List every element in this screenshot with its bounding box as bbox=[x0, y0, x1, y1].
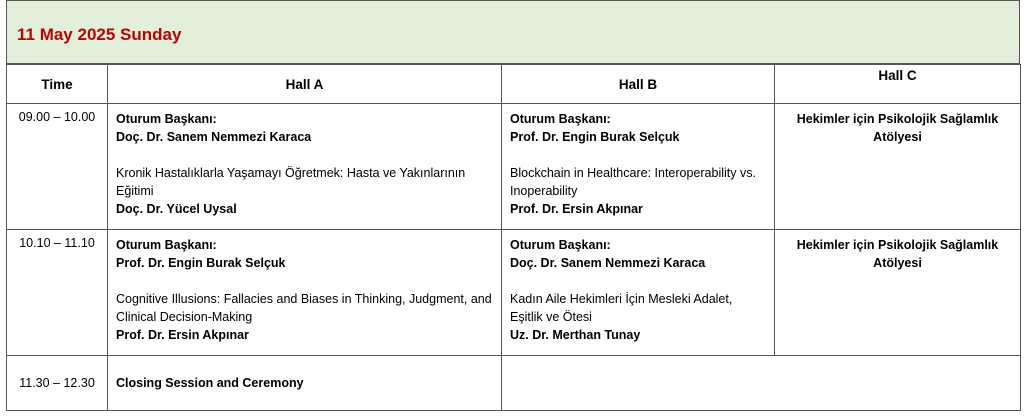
table-header-row bbox=[7, 65, 1021, 104]
chair-name: Doç. Dr. Sanem Nemmezi Karaca bbox=[116, 130, 312, 144]
session-hall-c: Hekimler için Psikolojik Sağlamlık Atölyesi bbox=[775, 230, 1021, 356]
closing-session: Closing Session and Ceremony bbox=[108, 356, 502, 411]
time-slot: 10.10 – 11.10 bbox=[7, 230, 108, 356]
session-hall-b bbox=[502, 104, 775, 230]
speaker-name: Doç. Dr. Yücel Uysal bbox=[116, 202, 237, 216]
chair-label: Oturum Başkanı: bbox=[116, 112, 217, 126]
talk-title: Kronik Hastalıklarla Yaşamayı Öğretmek: Hasta ve Yakınlarının Eğitimi bbox=[116, 166, 466, 198]
session-hall-b bbox=[502, 230, 775, 356]
table-row bbox=[7, 104, 1021, 230]
talk-title: Kadın Aile Hekimleri İçin Mesleki Adalet, Eşitlik ve Ötesi bbox=[510, 292, 733, 324]
talk-title: Blockchain in Healthcare: Interoperability vs. Inoperability bbox=[510, 166, 756, 198]
column-header-hall-a: Hall A bbox=[108, 65, 502, 104]
speaker-name: Uz. Dr. Merthan Tunay bbox=[510, 328, 641, 342]
column-header-hall-c: Hall C bbox=[775, 65, 1021, 104]
table-row bbox=[7, 230, 1021, 356]
chair-label: Oturum Başkanı: bbox=[510, 112, 611, 126]
time-slot: 11.30 – 12.30 bbox=[7, 356, 108, 411]
schedule-frame bbox=[6, 0, 1020, 411]
chair-name: Prof. Dr. Engin Burak Selçuk bbox=[510, 130, 680, 144]
speaker-name: Prof. Dr. Ersin Akpınar bbox=[116, 328, 249, 342]
chair-label: Oturum Başkanı: bbox=[510, 238, 611, 252]
session-hall-a bbox=[108, 230, 502, 356]
column-header-time: Time bbox=[7, 65, 108, 104]
chair-label: Oturum Başkanı: bbox=[116, 238, 217, 252]
schedule-table bbox=[6, 64, 1021, 411]
table-row bbox=[7, 356, 1021, 411]
session-hall-c: Hekimler için Psikolojik Sağlamlık Atölyesi bbox=[775, 104, 1021, 230]
day-title: 11 May 2025 Sunday bbox=[6, 0, 1020, 64]
talk-title: Cognitive Illusions: Fallacies and Biases in Thinking, Judgment, and Clinical Decision-Making bbox=[116, 292, 492, 324]
time-slot: 09.00 – 10.00 bbox=[7, 104, 108, 230]
chair-name: Doç. Dr. Sanem Nemmezi Karaca bbox=[510, 256, 706, 270]
column-header-hall-b: Hall B bbox=[502, 65, 775, 104]
speaker-name: Prof. Dr. Ersin Akpınar bbox=[510, 202, 643, 216]
session-hall-a bbox=[108, 104, 502, 230]
empty-merged-cell bbox=[502, 356, 1021, 411]
chair-name: Prof. Dr. Engin Burak Selçuk bbox=[116, 256, 286, 270]
